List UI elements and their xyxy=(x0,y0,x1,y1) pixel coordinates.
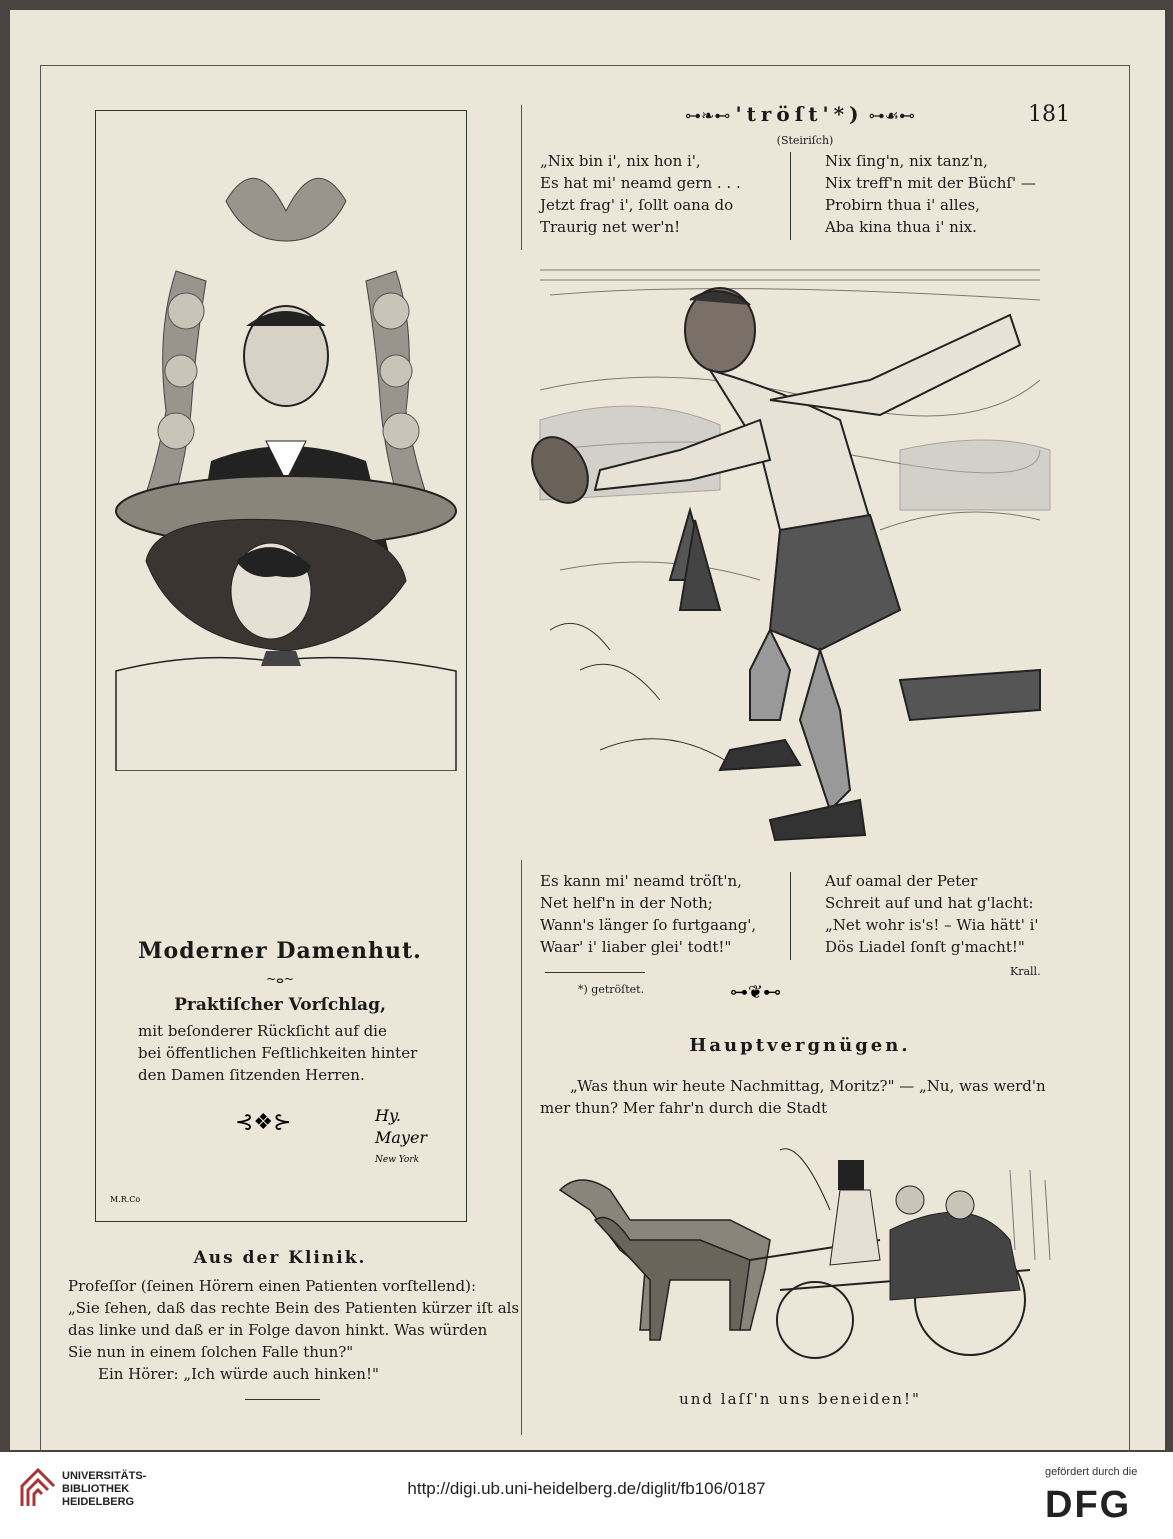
scroll-ornament-icon: ⊰❖⊱ xyxy=(235,1110,292,1135)
library-name-line: HEIDELBERG xyxy=(62,1496,135,1508)
poem-bottom-left xyxy=(540,870,756,958)
verse-line: Dös Liadel ſonſt g'macht!" xyxy=(825,938,1025,956)
print-mark: M.R.Co xyxy=(110,1195,141,1204)
hat-subtitle: Praktiſcher Vorſchlag, xyxy=(174,995,386,1015)
haupt-ending: und laſſ'n uns beneiden!" xyxy=(679,1390,921,1408)
poem-header xyxy=(675,102,925,126)
haupt-title: Hauptvergnügen. xyxy=(689,1035,911,1056)
haupt-body xyxy=(540,1075,1080,1119)
artist-signature xyxy=(375,1105,427,1171)
hat-caption xyxy=(138,1020,418,1086)
verse-line: Aba kina thua i' nix. xyxy=(825,218,977,236)
verse-line: Wann's länger ſo furtgaang', xyxy=(540,916,757,934)
footnote: *) getröſtet. xyxy=(578,983,645,996)
klinik-line: Sie nun in einem ſolchen Falle thun?" xyxy=(68,1343,354,1361)
verse-line: Jetzt frag' i', ſollt oana do xyxy=(540,196,734,214)
dfg-logo: DFG xyxy=(1045,1484,1132,1526)
ornament-left-icon: ⊶❧⊷ xyxy=(684,106,736,125)
verse-line: Auf oamal der Peter xyxy=(825,872,978,890)
fashion-hat-illustration xyxy=(96,111,466,771)
verse-line: „Nix bin i', nix hon i', xyxy=(540,152,701,170)
verse-line: Es hat mi' neamd gern . . . xyxy=(540,174,741,192)
klinik-line: Ein Hörer: „Ich würde auch hinken!" xyxy=(98,1365,379,1383)
klinik-body xyxy=(68,1275,518,1385)
verse-line: Waar' i' liaber glei' todt!" xyxy=(540,938,732,956)
funded-by-label: gefördert durch die xyxy=(1045,1466,1138,1478)
verse-line: Es kann mi' neamd tröſt'n, xyxy=(540,872,742,890)
poem-subtitle: (Steiriſch) xyxy=(776,134,834,147)
ornament-right-icon: ⊶☙⊷ xyxy=(863,106,916,125)
klinik-line: Profeſſor (ſeinen Hörern einen Patienten vorſtellend): xyxy=(68,1277,477,1295)
magazine-page xyxy=(10,10,1165,1450)
signature-line: Hy. xyxy=(375,1106,401,1125)
haupt-line: „Was thun wir heute Nachmittag, Moritz?" — „Nu, was werd'n xyxy=(570,1077,1046,1095)
klinik-rule xyxy=(245,1399,320,1400)
verse-line: Nix ſing'n, nix tanz'n, xyxy=(825,152,988,170)
verse-line: Net helf'n in der Noth; xyxy=(540,894,713,912)
verse-divider xyxy=(790,152,791,240)
library-name-line: UNIVERSITÄTS- xyxy=(62,1470,147,1482)
footnote-rule xyxy=(545,972,645,973)
small-ornament-icon: ~ⴰ~ xyxy=(266,972,294,986)
footer-bar xyxy=(0,1452,1173,1539)
klinik-line: das linke und daß er in Folge davon hinkt. Was würden xyxy=(68,1321,488,1339)
caption-line: den Damen ſitzenden Herren. xyxy=(138,1066,365,1084)
author-krall: Krall. xyxy=(1010,965,1041,978)
verse-line: Nix treff'n mit der Büchſ' — xyxy=(825,174,1036,192)
hat-title: Moderner Damenhut. xyxy=(138,938,422,964)
poem-bottom-right xyxy=(825,870,1039,958)
dancing-man-illustration xyxy=(520,250,1065,860)
verse-divider xyxy=(790,872,791,960)
library-name-line: BIBLIOTHEK xyxy=(62,1483,130,1495)
caption-line: bei öffentlichen Feſtlichkeiten hinter xyxy=(138,1044,418,1062)
poem-top-right xyxy=(825,150,1036,238)
verse-line: Schreit auf und hat g'lacht: xyxy=(825,894,1034,912)
poem-title: 'tröſt'*) xyxy=(735,102,864,126)
haupt-line: mer thun? Mer fahr'n durch die Stadt xyxy=(540,1099,828,1117)
poem-top-left xyxy=(540,150,741,238)
document-url-link[interactable]: http://digi.ub.uni-heidelberg.de/diglit/fb106/0187 xyxy=(407,1479,766,1498)
verse-line: Probirn thua i' alles, xyxy=(825,196,980,214)
carriage-illustration xyxy=(550,1130,1060,1380)
verse-line: „Net wohr is's! – Wia hätt' i' xyxy=(825,916,1039,934)
signature-line: Mayer xyxy=(375,1128,428,1147)
klinik-line: „Sie ſehen, daß das rechte Bein des Patienten kürzer iſt als xyxy=(68,1299,520,1317)
caption-line: mit beſonderer Rückſicht auf die xyxy=(138,1022,387,1040)
signature-line: New York xyxy=(375,1155,420,1165)
verse-line: Traurig net wer'n! xyxy=(540,218,681,236)
ornament-divider-icon: ⊶❦⊷ xyxy=(730,982,782,1003)
klinik-title: Aus der Klinik. xyxy=(193,1248,367,1268)
page-number: 181 xyxy=(1028,102,1070,127)
